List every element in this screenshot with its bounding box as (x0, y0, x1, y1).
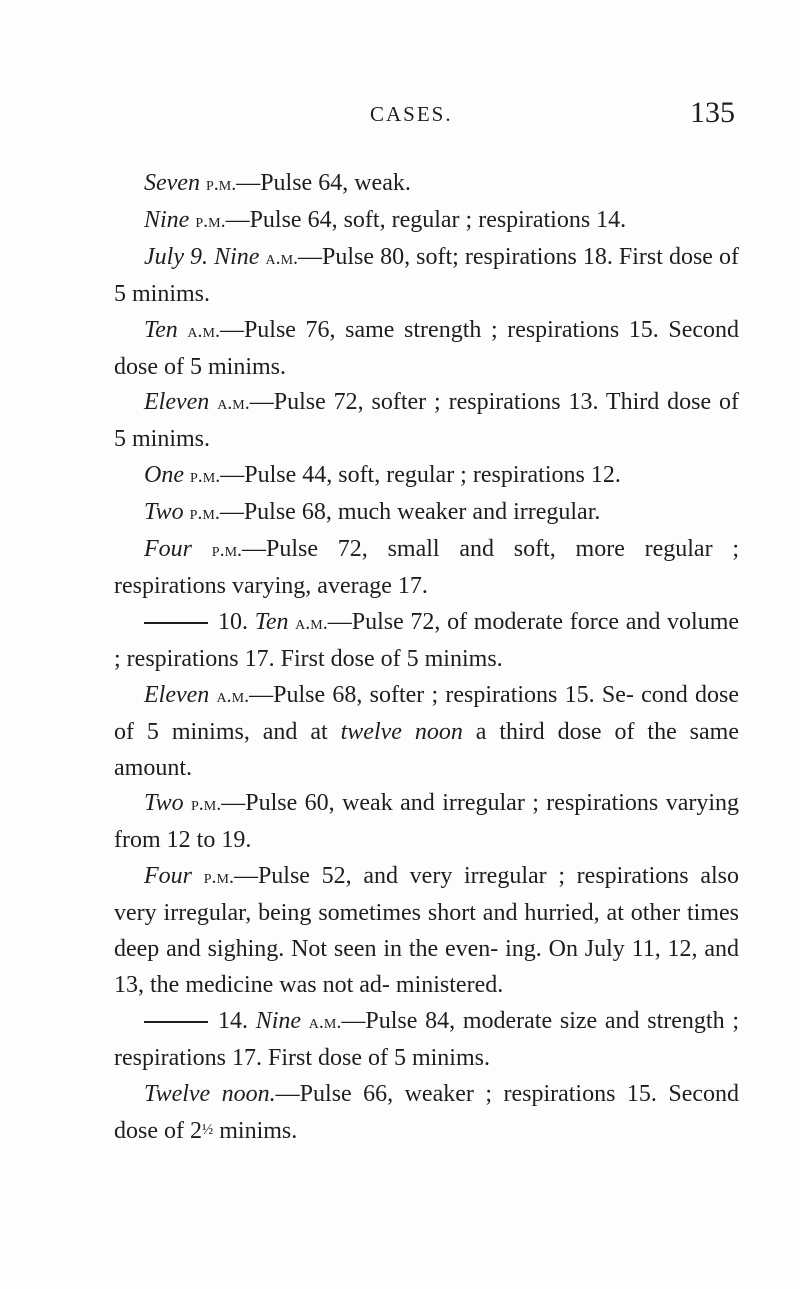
period-label: a.m. (216, 684, 250, 707)
ditto-dash (144, 1021, 208, 1023)
date-label: 14. (218, 1007, 248, 1034)
running-title: CASES. (370, 102, 453, 126)
entry-paragraph (114, 166, 739, 203)
period-label: p.m. (203, 866, 234, 889)
entry-text: —Pulse 72, of moderate force and volume ; respirations 17. First dose of 5 minims. (114, 608, 740, 672)
time-label: Four (144, 536, 192, 563)
entry-text: a third dose of the same amount. (114, 718, 739, 781)
entry-paragraph (114, 605, 739, 678)
period-label: p.m. (211, 539, 243, 562)
date-label: 10. (218, 608, 248, 635)
time-label: Nine (214, 243, 260, 270)
entry-text: —Pulse 80, soft; respirations 18. First dose of 5 minims. (114, 243, 739, 307)
period-label: a.m. (265, 246, 299, 269)
entry-text: minims. (213, 1117, 298, 1144)
period-label: p.m. (189, 502, 220, 525)
emphasis-text: twelve noon (340, 718, 463, 745)
entry-paragraph (114, 786, 739, 859)
period-label: p.m. (195, 209, 226, 232)
entry-text: —Pulse 72, softer ; respirations 13. Third dose of 5 minims. (114, 389, 739, 453)
time-label: Nine (255, 1007, 302, 1034)
time-label: Two (144, 790, 184, 817)
entry-paragraph (114, 385, 739, 458)
time-label: Nine (144, 206, 190, 233)
entry-paragraph (114, 859, 739, 1004)
fraction: ½ (201, 1121, 214, 1138)
time-label: Eleven (144, 681, 210, 708)
ditto-dash (144, 622, 208, 624)
entry-paragraph (114, 678, 739, 787)
entry-text: —Pulse 44, soft, regular ; respirations 12. (220, 462, 621, 489)
time-label: One (144, 462, 184, 489)
time-label: Ten (144, 316, 178, 343)
entry-paragraph (114, 532, 739, 605)
time-label: Twelve noon. (144, 1080, 276, 1107)
entry-paragraph (114, 495, 739, 532)
date-label: July 9. (144, 243, 209, 270)
time-label: Ten (254, 608, 289, 635)
entry-text: —Pulse 60, weak and irregular ; respirations varying from 12 to 19. (114, 790, 739, 854)
entry-text: —Pulse 52, and very irregular ; respirations also very irregular, being sometimes short and hurried, at other times deep and sighing. Not seen in the even- ing. On July 11, 12, and 13, the medicine was not ad- ministered. (114, 863, 739, 998)
page-header (100, 96, 735, 136)
entry-text: —Pulse 68, much weaker and irregular. (219, 499, 601, 526)
entry-text: —Pulse 76, same strength ; respirations 15. Second dose of 5 minims. (114, 316, 740, 380)
period-label: a.m. (308, 1010, 342, 1033)
time-label: Seven (144, 170, 200, 196)
period-label: a.m. (295, 611, 328, 634)
entry-text: —Pulse 66, weaker ; respirations 15. Second dose of 2 (114, 1080, 739, 1144)
case-notes (114, 166, 739, 1149)
entry-paragraph (114, 203, 739, 240)
period-label: a.m. (217, 392, 250, 415)
entry-text: —Pulse 64, soft, regular ; respirations 14. (225, 206, 627, 233)
entry-paragraph (114, 240, 739, 313)
period-label: p.m. (189, 465, 221, 488)
time-label: Eleven (144, 389, 210, 416)
page-number: 135 (690, 96, 735, 129)
period-label: p.m. (205, 173, 237, 195)
entry-paragraph (114, 1004, 739, 1077)
time-label: Four (144, 863, 192, 890)
period-label: a.m. (187, 319, 220, 342)
entry-text: —Pulse 84, moderate size and strength ; respirations 17. First dose of 5 minims. (114, 1007, 739, 1071)
time-label: Two (144, 499, 184, 526)
period-label: p.m. (191, 793, 222, 816)
entry-paragraph (114, 1077, 739, 1150)
entry-text: —Pulse 64, weak. (236, 170, 411, 196)
entry-paragraph (114, 313, 739, 386)
entry-paragraph (114, 458, 739, 495)
entry-text: —Pulse 68, softer ; respirations 15. Se- cond dose of 5 minims, and at (114, 681, 739, 745)
entry-text: —Pulse 72, small and soft, more regular ; respirations varying, average 17. (114, 536, 740, 599)
